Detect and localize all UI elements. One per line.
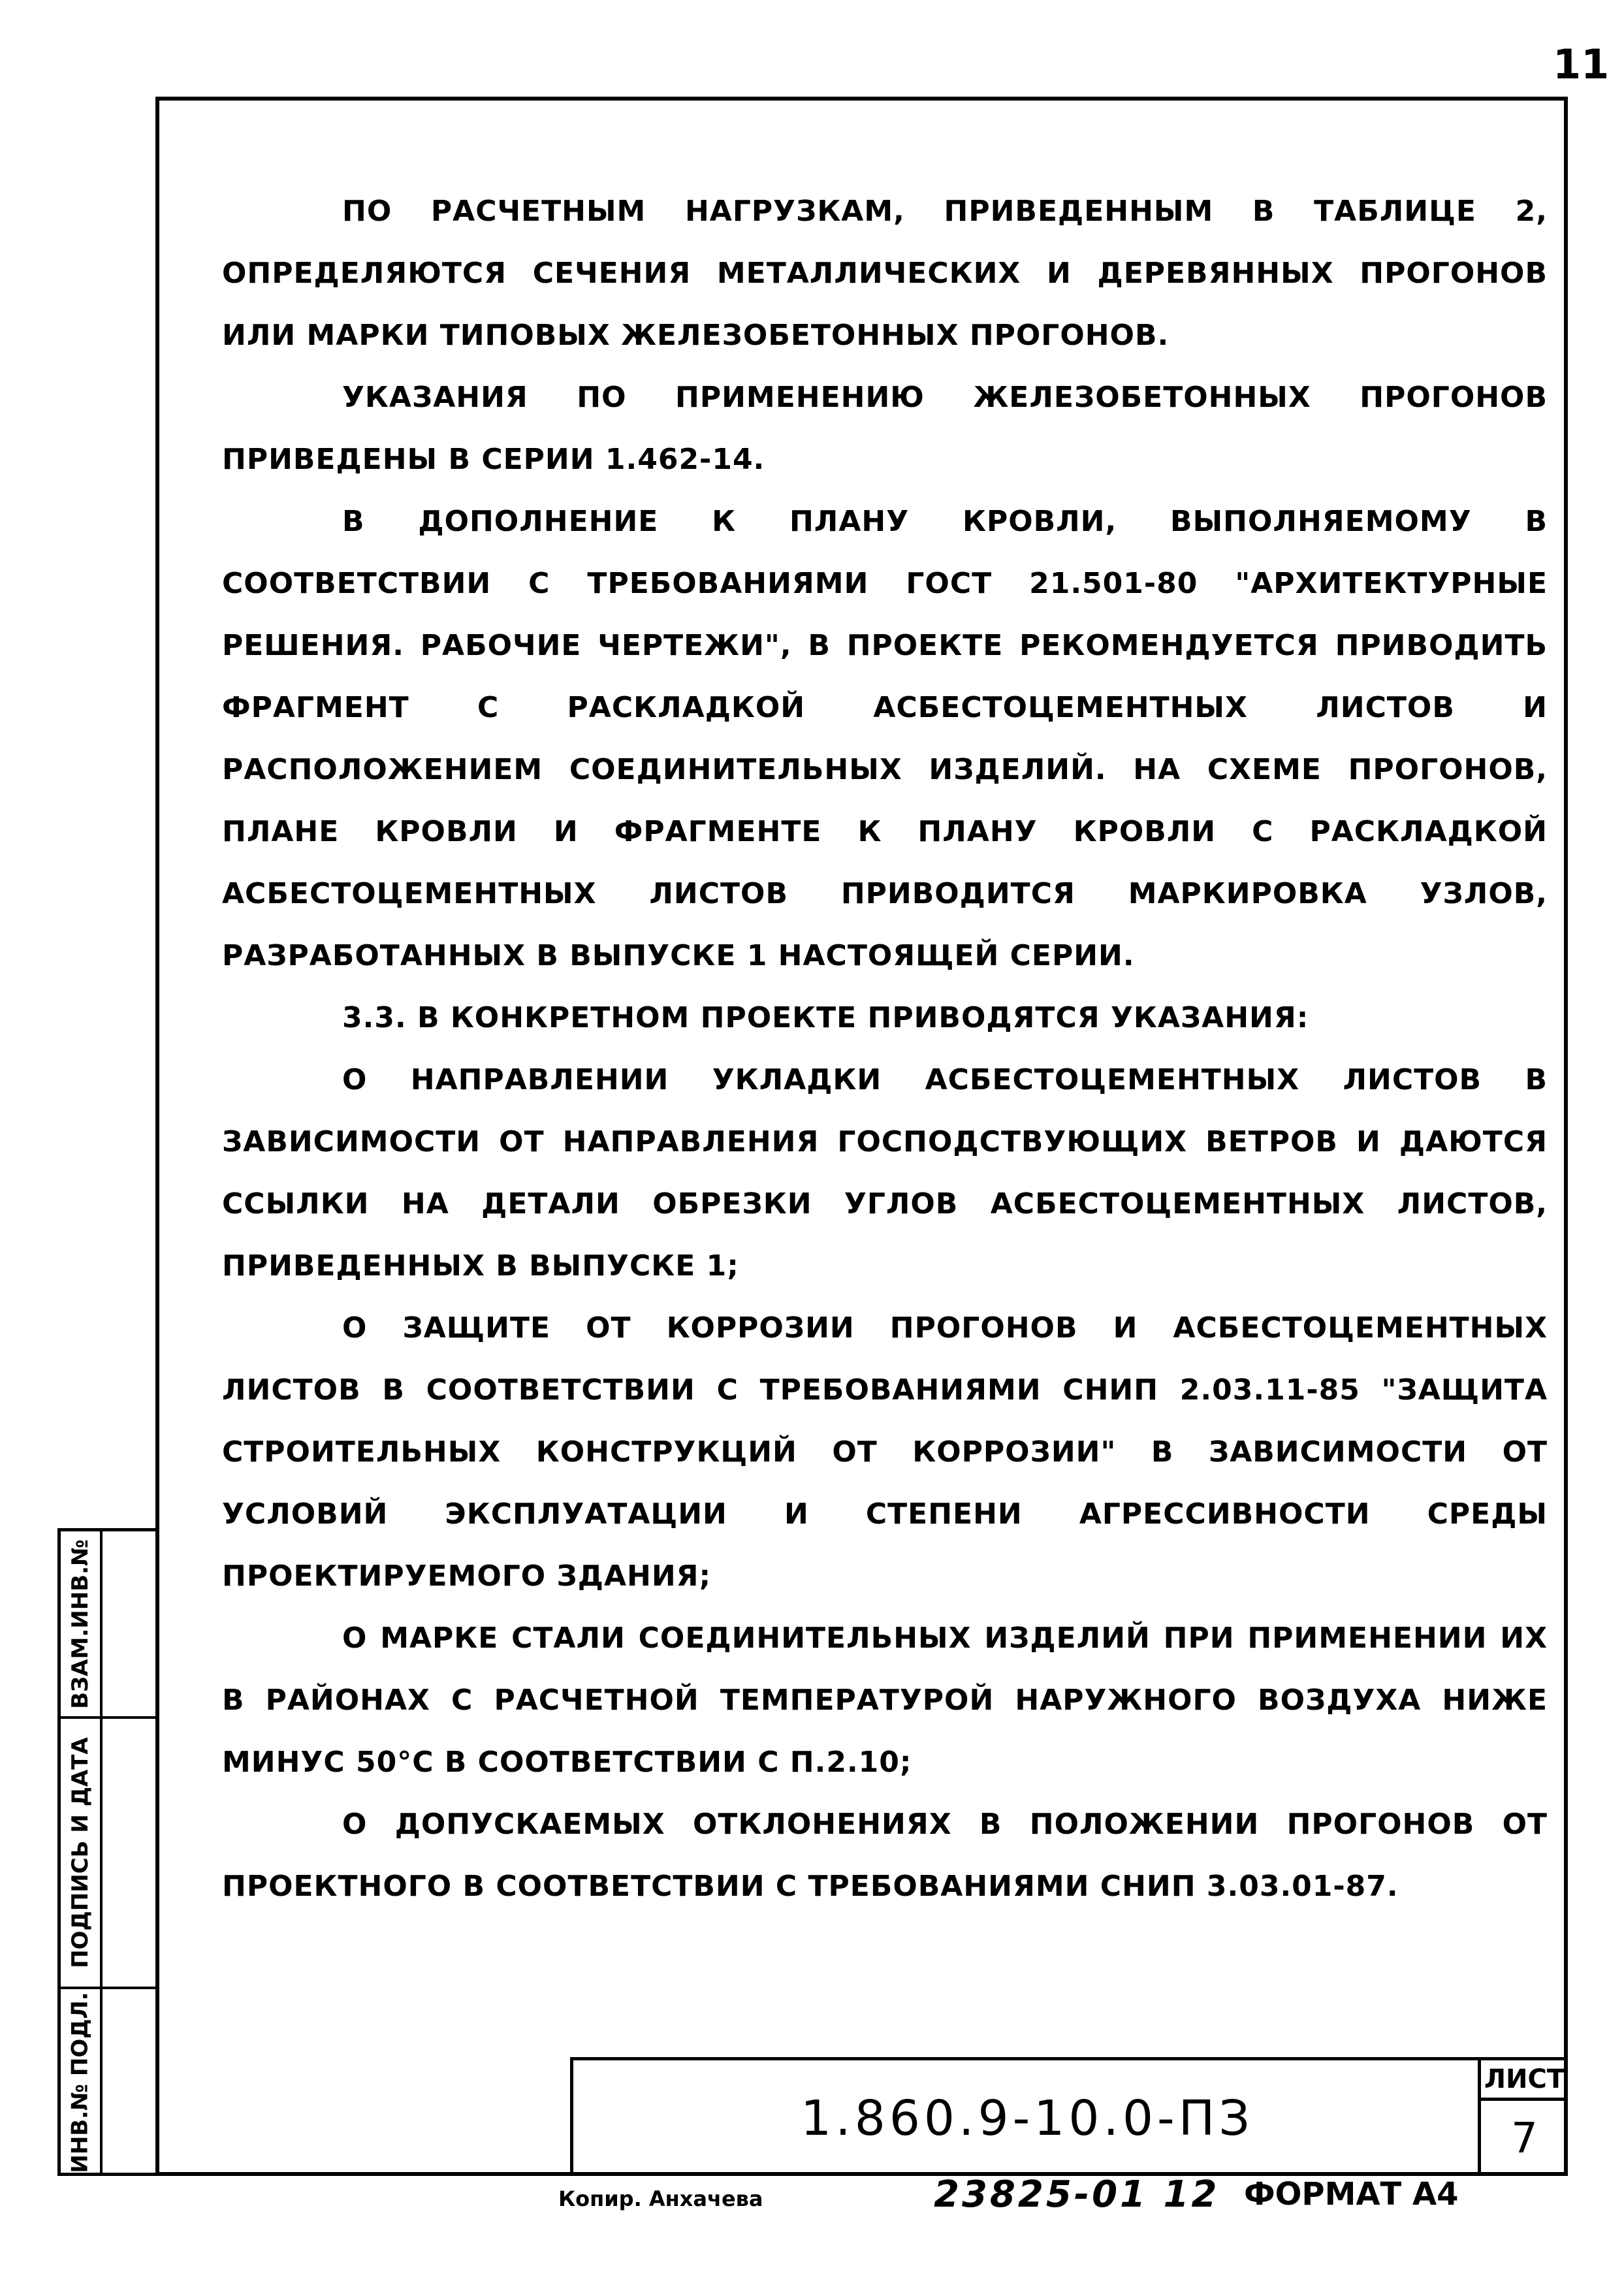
paragraph-steel-grade: О МАРКЕ СТАЛИ СОЕДИНИТЕЛЬНЫХ ИЗДЕЛИЙ ПРИ ПРИМЕНЕНИИ ИХ В РАЙОНАХ С РАСЧЕТНОЙ ТЕМПЕРАТУРОЙ НАРУЖНОГО ВОЗДУХА НИЖЕ МИНУС 50°С В СООТВЕТСТВИИ С П.2.10; [222,1622,1548,1779]
paragraph-loads: ПО РАСЧЕТНЫМ НАГРУЗКАМ, ПРИВЕДЕННЫМ В ТАБЛИЦЕ 2, ОПРЕДЕЛЯЮТСЯ СЕЧЕНИЯ МЕТАЛЛИЧЕСКИХ И ДЕРЕВЯННЫХ ПРОГОНОВ ИЛИ МАРКИ ТИПОВЫХ ЖЕЛЕЗОБЕТОННЫХ ПРОГОНОВ. [222,195,1548,352]
title-block [570,2057,1568,2176]
side-stamp [57,1528,155,2176]
document-code: 1.860.9-10.0-ПЗ [801,2090,1254,2147]
sheet-cell [1478,2060,1568,2176]
footer-order-number: 23825-01 12 [934,2173,1220,2216]
page-number: 11 [1553,40,1610,88]
paragraph-section-3-3: 3.3. В КОНКРЕТНОМ ПРОЕКТЕ ПРИВОДЯТСЯ УКАЗАНИЯ: [342,1001,1309,1034]
sheet-label: ЛИСТ [1481,2060,1568,2101]
paragraph-concrete-purlins: УКАЗАНИЯ ПО ПРИМЕНЕНИЮ ЖЕЛЕЗОБЕТОННЫХ ПРОГОНОВ ПРИВЕДЕНЫ В СЕРИИ 1.462-14. [222,381,1548,476]
paragraph-corrosion: О ЗАЩИТЕ ОТ КОРРОЗИИ ПРОГОНОВ И АСБЕСТОЦЕМЕНТНЫХ ЛИСТОВ В СООТВЕТСТВИИ С ТРЕБОВАНИЯМИ СНИП 2.03.11-85 "ЗАЩИТА СТРОИТЕЛЬНЫХ КОНСТРУКЦИЙ ОТ КОРРОЗИИ" В ЗАВИСИМОСТИ ОТ УСЛОВИЙ ЭКСПЛУАТАЦИИ И СТЕПЕНИ АГРЕССИВНОСТИ СРЕДЫ ПРОЕКТИРУЕМОГО ЗДАНИЯ; [222,1311,1548,1593]
paragraph-laying-direction: О НАПРАВЛЕНИИ УКЛАДКИ АСБЕСТОЦЕМЕНТНЫХ ЛИСТОВ В ЗАВИСИМОСТИ ОТ НАПРАВЛЕНИЯ ГОСПОДСТВУЮЩИХ ВЕТРОВ И ДАЮТСЯ ССЫЛКИ НА ДЕТАЛИ ОБРЕЗКИ УГЛОВ АСБЕСТОЦЕМЕНТНЫХ ЛИСТОВ, ПРИВЕДЕННЫХ В ВЫПУСКЕ 1; [222,1063,1548,1283]
paragraph-tolerances: О ДОПУСКАЕМЫХ ОТКЛОНЕНИЯХ В ПОЛОЖЕНИИ ПРОГОНОВ ОТ ПРОЕКТНОГО В СООТВЕТСТВИИ С ТРЕБОВАНИЯМИ СНИП 3.03.01-87. [222,1808,1548,1903]
document-body [222,180,1548,1917]
side-label-replaced-inv: ВЗАМ.ИНВ.№ [67,1539,93,1709]
sheet-number: 7 [1511,2114,1538,2163]
side-stamp-divider [100,1531,103,2173]
footer-format: ФОРМАТ А4 [1244,2176,1459,2213]
side-label-original-inv: ИНВ.№ ПОДЛ. [67,1992,93,2173]
paragraph-roof-plan: В ДОПОЛНЕНИЕ К ПЛАНУ КРОВЛИ, ВЫПОЛНЯЕМОМУ В СООТВЕТСТВИИ С ТРЕБОВАНИЯМИ ГОСТ 21.501-80 "АРХИТЕКТУРНЫЕ РЕШЕНИЯ. РАБОЧИЕ ЧЕРТЕЖИ", В ПРОЕКТЕ РЕКОМЕНДУЕТСЯ ПРИВОДИТЬ ФРАГМЕНТ С РАСКЛАДКОЙ АСБЕСТОЦЕМЕНТНЫХ ЛИСТОВ И РАСПОЛОЖЕНИЕМ СОЕДИНИТЕЛЬНЫХ ИЗДЕЛИЙ. НА СХЕМЕ ПРОГОНОВ, ПЛАНЕ КРОВЛИ И ФРАГМЕНТЕ К ПЛАНУ КРОВЛИ С РАСКЛАДКОЙ АСБЕСТОЦЕМЕНТНЫХ ЛИСТОВ ПРИВОДИТСЯ МАРКИРОВКА УЗЛОВ, РАЗРАБОТАННЫХ В ВЫПУСКЕ 1 НАСТОЯЩЕЙ СЕРИИ. [222,505,1548,972]
side-label-signature-date: ПОДПИСЬ И ДАТА [67,1737,93,1968]
footer-copier: Копир. Анхачева [558,2186,763,2211]
